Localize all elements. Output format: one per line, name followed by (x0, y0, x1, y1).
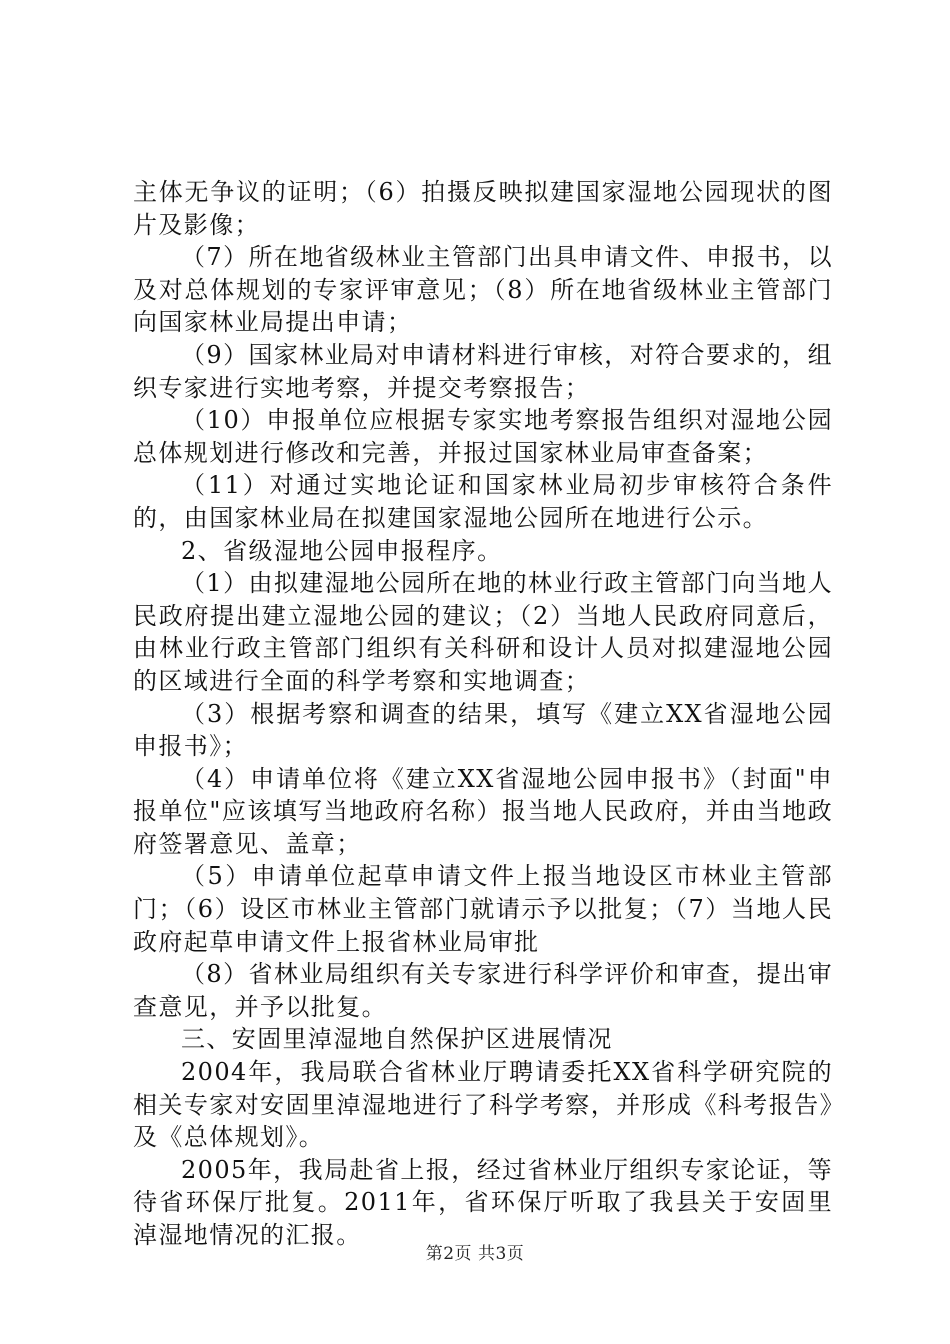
section-heading: 2、省级湿地公园申报程序。 (181, 536, 503, 565)
paragraph: （9）国家林业局对申请材料进行审核，对符合要求的，组织专家进行实地考察，并提交考察报告； (133, 340, 833, 402)
page-number-footer: 第2页 共3页 (425, 1244, 525, 1264)
paragraph: （4）申请单位将《建立XX省湿地公园申报书》（封面"申报单位"应该填写当地政府名称）报当地人民政府，并由当地政府签署意见、盖章； (133, 764, 833, 858)
paragraph: （8）省林业局组织有关专家进行科学评价和审查，提出审查意见，并予以批复。 (133, 960, 833, 1021)
section-heading: 三、安固里淖湿地自然保护区进展情况 (181, 1025, 613, 1054)
paragraph: （1）由拟建湿地公园所在地的林业行政主管部门向当地人民政府提出建立湿地公园的建议；（2）当地人民政府同意后，由林业行政主管部门组织有关科研和设计人员对拟建湿地公园的区域进行全面的科学考察和实地调查； (133, 569, 833, 695)
paragraph: （5）申请单位起草申请文件上报当地设区市林业主管部门；（6）设区市林业主管部门就请示予以批复；（7）当地人民政府起草申请文件上报省林业局审批 (133, 862, 833, 956)
paragraph: 主体无争议的证明；（6）拍摄反映拟建国家湿地公园现状的图片及影像； (133, 178, 833, 239)
paragraph: （10）申报单位应根据专家实地考察报告组织对湿地公园总体规划进行修改和完善，并报过国家林业局审查备案； (133, 406, 833, 467)
paragraph: （11）对通过实地论证和国家林业局初步审核符合条件的，由国家林业局在拟建国家湿地公园所在地进行公示。 (133, 471, 833, 532)
paragraph: （3）根据考察和调查的结果，填写《建立XX省湿地公园申报书》； (133, 699, 833, 761)
document-body (133, 176, 833, 1252)
paragraph: （7）所在地省级林业主管部门出具申请文件、申报书，以及对总体规划的专家评审意见；（8）所在地省级林业主管部门向国家林业局提出申请； (133, 243, 833, 337)
paragraph: 2005年，我局赴省上报，经过省林业厅组织专家论证，等待省环保厅批复。2011年，省环保厅听取了我县关于安固里淖湿地情况的汇报。 (133, 1155, 833, 1249)
paragraph: 2004年，我局联合省林业厅聘请委托XX省科学研究院的相关专家对安固里淖湿地进行了科学考察，并形成《科考报告》及《总体规划》。 (133, 1058, 833, 1152)
